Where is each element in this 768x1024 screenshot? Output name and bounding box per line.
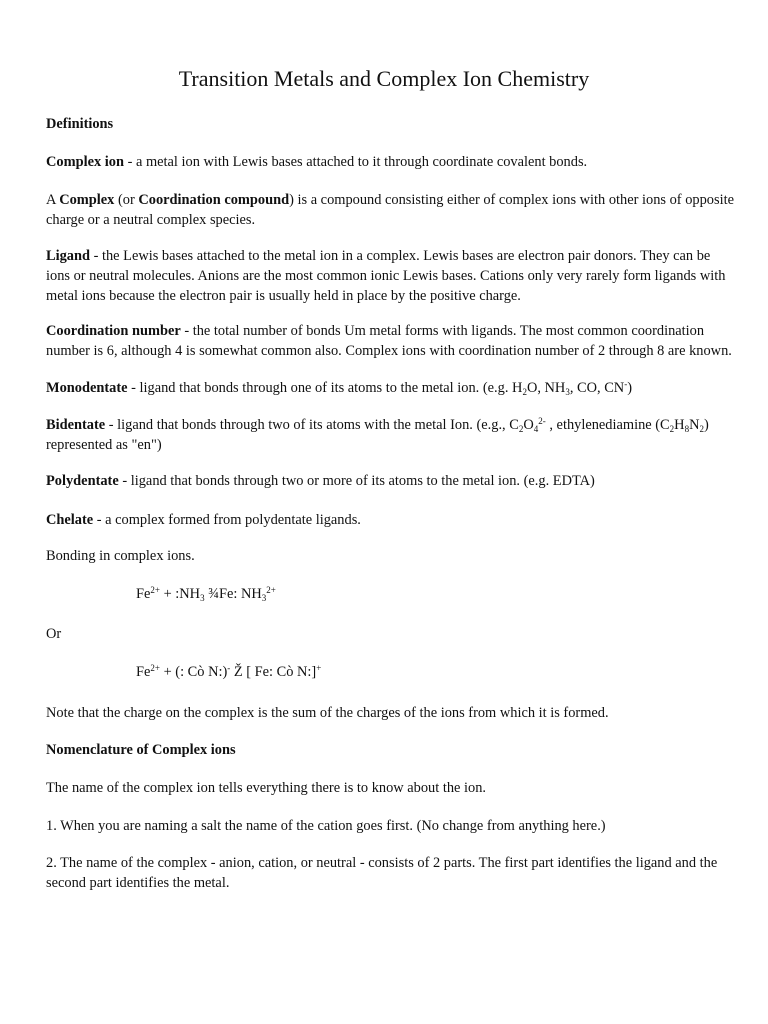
term: Chelate xyxy=(46,512,94,528)
chelate-definition: Chelate - a complex formed from polydentate ligands. xyxy=(46,512,361,528)
term: Polydentate xyxy=(46,473,119,489)
document-title: Transition Metals and Complex Ion Chemistry xyxy=(178,66,590,91)
equation-2: $Fe^{2+}$ + (: Cò N:)- Ž [ Fe: Cò N:]+ xyxy=(136,663,322,680)
monodentate-definition: Monodentate - ligand that bonds through one of its atoms to the metal ion. (e.g. $H_2O$, $NH_3$, CO, CN-) xyxy=(46,379,632,397)
complex-definition: A Complex (or Coordination compound) is a compound consisting either of complex ions with other ions of opposite charge or a neutral complex species. xyxy=(46,192,734,228)
ligand-definition: Ligand - the Lewis bases attached to the metal ion in a complex. Lewis bases are electron pair donors. They can be ions or neutral molecules. Anions are the most common ionic Lewis bases. Cations only very rarely form ligands with metal ions because the electron pair is usually held in place by the positive charge. xyxy=(46,248,726,304)
rule-2: 2. The name of the complex - anion, cation, or neutral - consists of 2 parts. The first part identifies the ligand and the second part identifies the metal. xyxy=(46,855,718,891)
note-text: Note that the charge on the complex is the sum of the charges of the ions from which it is formed. xyxy=(46,705,609,721)
coordination-number-definition: Coordination number - the total number of bonds Um metal forms with ligands. The most common coordination number is 6, although 4 is somewhat common also. Complex ions with coordination number of 2 through 8 are known. xyxy=(46,323,732,359)
term: Complex ion xyxy=(46,154,124,170)
complex-ion-definition: Complex ion - a metal ion with Lewis bases attached to it through coordinate covalent bonds. xyxy=(46,154,588,170)
or-text: Or xyxy=(46,626,62,642)
bidentate-definition: Bidentate - ligand that bonds through two of its atoms with the metal Ion. (e.g., $C_2O_4^{2-}$ , ethylenediamine $(C_2H_8N_2)$ represented as "en") xyxy=(46,416,709,453)
rule-1: 1. When you are naming a salt the name of the cation goes first. (No change from anything here.) xyxy=(46,818,606,834)
term: Coordination number xyxy=(46,323,181,339)
term: Ligand xyxy=(46,248,90,264)
term: Coordination compound xyxy=(138,192,290,208)
term: Complex xyxy=(59,192,115,208)
equation-1: $Fe^{2+}$ + $:NH_3$ ¾Fe: $NH_3^{2+}$ xyxy=(136,585,276,603)
nomenclature-intro: The name of the complex ion tells everything there is to know about the ion. xyxy=(46,780,487,796)
term: Bidentate xyxy=(46,417,106,433)
term: Monodentate xyxy=(46,380,128,396)
polydentate-definition: Polydentate - ligand that bonds through two or more of its atoms to the metal ion. (e.g. EDTA) xyxy=(46,473,595,489)
nomenclature-heading: Nomenclature of Complex ions xyxy=(46,742,236,758)
bonding-text: Bonding in complex ions. xyxy=(46,548,195,564)
definitions-heading: Definitions xyxy=(46,116,114,132)
